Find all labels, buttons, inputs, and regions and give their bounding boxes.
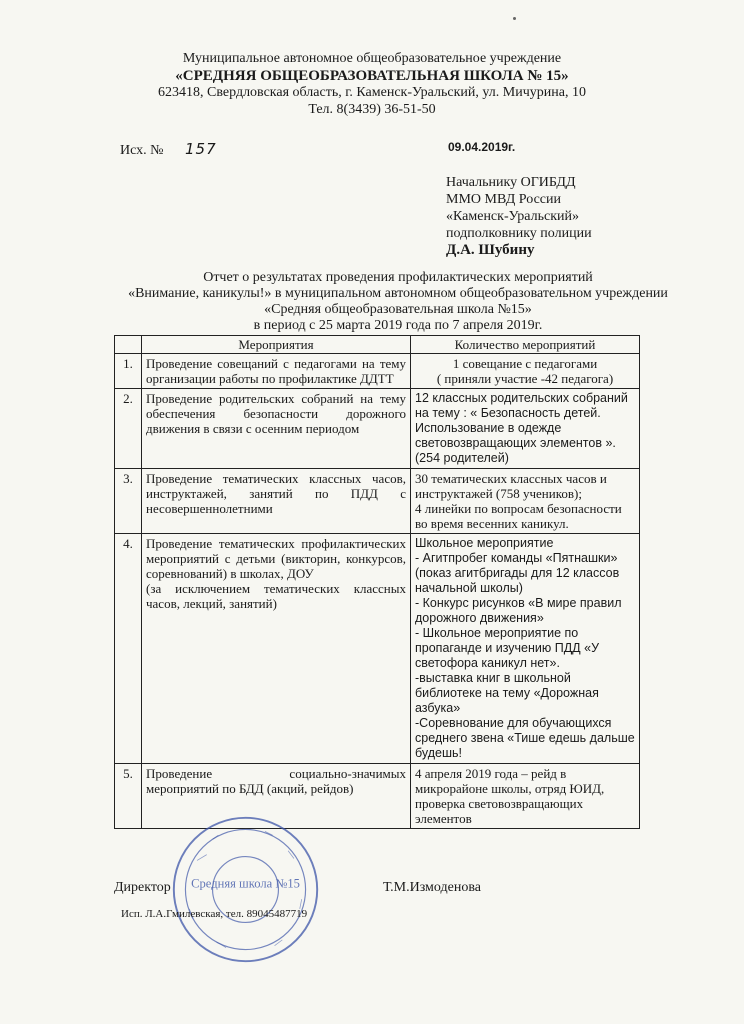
count-line: ( приняли участие -42 педагога) xyxy=(436,371,614,386)
report-title xyxy=(0,270,744,334)
count-line: 12 классных родительских собраний на тему : « Безопасность детей. Использование в одежде световозвращающих элементов ». xyxy=(415,391,628,450)
row-event xyxy=(142,534,411,764)
table-row xyxy=(115,389,640,469)
addressee-line: подполковнику полиции xyxy=(446,226,592,241)
director-name: Т.М.Измоденова xyxy=(383,880,481,895)
table-row xyxy=(115,354,640,389)
title-line: «Средняя общеобразовательная школа №15» xyxy=(264,302,532,317)
row-count xyxy=(411,534,640,764)
addressee-line: Начальнику ОГИБДД xyxy=(446,175,576,190)
outgoing-handwritten-number: 157 xyxy=(185,140,217,158)
count-line: -выставка книг в школьной библиотеке на тему «Дорожная азбука» xyxy=(415,671,599,715)
title-line: Отчет о результатах проведения профилактических мероприятий xyxy=(203,270,593,285)
letter-date: 09.04.2019г. xyxy=(448,140,516,154)
outgoing-number xyxy=(120,140,217,159)
addressee-name: Д.А. Шубину xyxy=(446,242,535,258)
row-number: 1. xyxy=(115,354,142,389)
row-number: 2. xyxy=(115,389,142,469)
outgoing-label: Исх. № xyxy=(120,143,164,158)
school-phone: Тел. 8(3439) 36-51-50 xyxy=(308,102,436,117)
header-cell-events: Мероприятия xyxy=(142,336,411,354)
table-header-row xyxy=(115,336,640,354)
table-row xyxy=(115,469,640,534)
row-count xyxy=(411,764,640,829)
scan-speck xyxy=(513,17,516,20)
count-line: 4 апреля 2019 года – рейд в микрорайоне школы, отряд ЮИД, проверка световозвращающих элементов xyxy=(415,766,605,826)
count-line: Школьное мероприятие xyxy=(415,536,554,550)
row-event: Проведение совещаний с педагогами на тему организации работы по профилактике ДДТТ xyxy=(142,354,411,389)
count-line: - Конкурс рисунков «В мире правил дорожного движения» xyxy=(415,596,622,625)
school-seal xyxy=(168,812,323,967)
title-line: в период с 25 марта 2019 года по 7 апреля 2019г. xyxy=(253,318,543,333)
report-table xyxy=(114,335,640,829)
addressee-line: ММО МВД России xyxy=(446,192,562,207)
school-address: 623418, Свердловская область, г. Каменск-Уральский, ул. Мичурина, 10 xyxy=(158,85,586,100)
count-line: (254 родителей) xyxy=(415,451,509,465)
org-name-line: Муниципальное автономное общеобразовательное учреждение xyxy=(182,51,562,66)
table-row xyxy=(115,534,640,764)
event-note: (за исключением тематических классных часов, лекций, занятий) xyxy=(146,581,406,611)
count-line: - Школьное мероприятие по пропаганде и изучению ПДД «У светофора каникул нет». xyxy=(415,626,600,670)
count-line: -Соревнование для обучающихся среднего звена «Тише едешь дальше будешь! xyxy=(415,716,635,760)
row-number: 3. xyxy=(115,469,142,534)
header-cell-count: Количество мероприятий xyxy=(411,336,640,354)
row-event: Проведение родительских собраний на тему обеспечения безопасности дорожного движения в связи с осенним периодом xyxy=(142,389,411,469)
addressee-block xyxy=(446,174,592,259)
header-cell-number xyxy=(115,336,142,354)
executor-line: Исп. Л.А.Гмилевская, тел. 89045487719 xyxy=(121,908,308,920)
count-line: - Агитпробег команды «Пятнашки» (показ агитбригады для 12 классов начальной школы) xyxy=(415,551,620,595)
row-event: Проведение социально-значимых мероприятий по БДД (акций, рейдов) xyxy=(142,764,411,829)
row-count xyxy=(411,354,640,389)
count-line: 1 совещание с педагогами xyxy=(452,356,598,371)
director-label: Директор xyxy=(114,880,171,895)
count-line: 30 тематических классных часов и инструктажей (758 учеников); xyxy=(415,471,607,501)
row-number: 4. xyxy=(115,534,142,764)
row-count xyxy=(411,469,640,534)
title-line: «Внимание, каникулы!» в муниципальном автономном общеобразовательном учреждении xyxy=(128,286,668,301)
row-count xyxy=(411,389,640,469)
event-text: Проведение тематических профилактических мероприятий с детьми (викторин, конкурсов, соревнований) в школах, ДОУ xyxy=(146,536,406,581)
row-event: Проведение тематических классных часов, инструктажей, занятий по ПДД с несовершеннолетними xyxy=(142,469,411,534)
addressee-line: «Каменск-Уральский» xyxy=(446,209,579,224)
school-name: «СРЕДНЯЯ ОБЩЕОБРАЗОВАТЕЛЬНАЯ ШКОЛА № 15» xyxy=(175,68,569,84)
count-line: 4 линейки по вопросам безопасности во время весенних каникул. xyxy=(415,501,622,531)
seal-text: Средняя школа №15 xyxy=(191,876,300,891)
row-number: 5. xyxy=(115,764,142,829)
